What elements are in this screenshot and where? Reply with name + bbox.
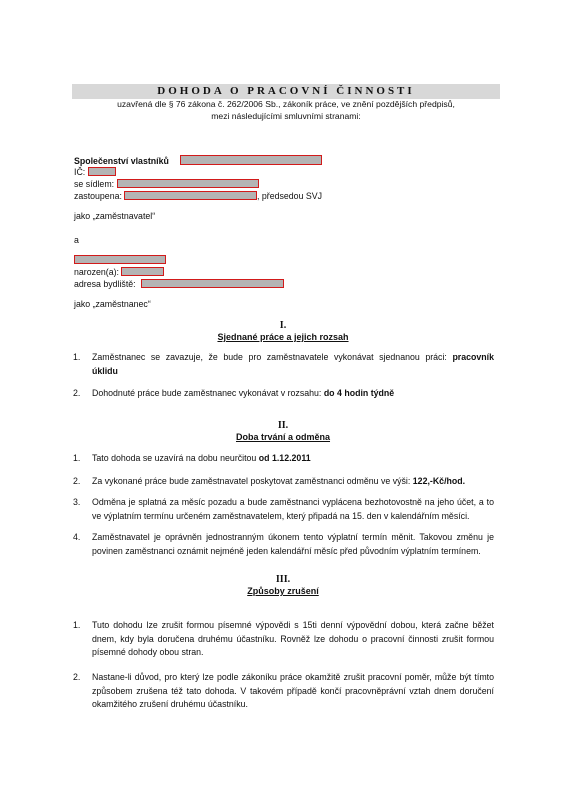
s2-item-4-text: Zaměstnavatel je oprávněn jednostranným úkonem tento výplatní termín měnit. Takovou změnu je povinen zaměstnanci oznámit nejméně jeden kalendářní měsíc před původním výplatním termínem. [92, 532, 494, 556]
redacted-employer-ic [88, 167, 116, 176]
s2-item-3-text: Odměna je splatná za měsíc pozadu a bude zaměstnanci vyplácena bezhotovostně na jeho účet, a to ve výplatním termínu určeném zaměstnavatelem, který připadá na 15. den v kalendářním měsíci. [92, 497, 494, 521]
employer-name-label: Společenství vlastníků [74, 156, 169, 166]
document-title: DOHODA O PRACOVNÍ ČINNOSTI [157, 85, 415, 97]
s1-item-1-text [92, 351, 494, 378]
s2-item-1-bold: od 1.12.2011 [258, 453, 311, 463]
redacted-employer-name [180, 155, 322, 165]
redacted-employer-representative [124, 191, 257, 200]
employer-as-label: jako „zaměstnavatel“ [74, 211, 156, 221]
s2-item-3-number: 3. [73, 497, 81, 507]
section-2-title: Doba trvání a odměna [235, 432, 331, 442]
s2-item-2-number: 2. [73, 476, 81, 486]
document-subtitle [72, 99, 500, 122]
s2-item-1-number: 1. [73, 453, 81, 463]
s3-item-2-text: Nastane-li důvod, pro který lze podle zákoníku práce okamžitě zrušit pracovní poměr, může být tímto způsobem zrušena též tato dohoda. V takovém případě končí pracovněprávní vztah dnem doručení okamžitého zrušení druhému účastníku. [92, 672, 494, 709]
section-3-number: III. [275, 574, 291, 585]
redacted-employee-born [121, 267, 164, 276]
s3-item-1-text: Tuto dohodu lze zrušit formou písemné výpovědi s 15ti denní výpovědní dobou, která začne běžet dnem, kdy byla doručena druhému účastníku. Rovněž lze dohodu o pracovní činnosti zrušit formou písemné dohody obou stran. [92, 620, 494, 657]
conjunction: a [74, 235, 79, 245]
redacted-employee-name [74, 255, 166, 264]
s1-item-1-bold-2: úklidu [92, 365, 118, 376]
s1-item-2-text [92, 387, 494, 401]
employee-as-label: jako „zaměstnanec“ [74, 299, 151, 309]
employer-represented-suffix: , předsedou SVJ [257, 191, 323, 201]
employer-seat-label: se sídlem: [74, 179, 115, 189]
s1-item-2-number: 2. [73, 388, 81, 398]
employee-address-label: adresa bydliště: [74, 279, 136, 289]
employee-born-label: narozen(a): [74, 267, 119, 277]
s2-item-2-body: Za vykonané práce bude zaměstnavatel poskytovat zaměstnanci odměnu ve výši: [92, 476, 411, 486]
s3-item-2-number: 2. [73, 672, 81, 682]
s2-item-1-body: Tato dohoda se uzavírá na dobu neurčitou [92, 453, 257, 463]
section-1-title: Sjednané práce a jejich rozsah [217, 332, 349, 342]
subtitle-line-1: uzavřená dle § 76 zákona č. 262/2006 Sb., zákoník práce, ve znění pozdějších předpisů, [117, 99, 455, 109]
s2-item-4-number: 4. [73, 532, 81, 542]
s2-item-2-text [92, 475, 494, 489]
section-1-number: I. [279, 320, 287, 331]
redacted-employee-address [141, 279, 284, 288]
section-2-number: II. [277, 420, 289, 431]
s1-item-2-body: Dohodnuté práce bude zaměstnanec vykonávat v rozsahu: [92, 388, 322, 398]
s1-item-1-body: Zaměstnanec se zavazuje, že bude pro zaměstnavatele vykonávat sjednanou práci: [92, 352, 447, 362]
s1-item-1-number: 1. [73, 352, 81, 362]
s3-item-1-number: 1. [73, 620, 81, 630]
s2-item-1-text [92, 452, 494, 466]
redacted-employer-seat [117, 179, 259, 188]
employer-represented-label: zastoupena: [74, 191, 122, 201]
s1-item-2-bold: do 4 hodin týdně [323, 388, 395, 398]
s2-item-2-bold: 122,-Kč/hod. [412, 476, 466, 486]
s1-item-1-bold: pracovník [452, 352, 494, 362]
subtitle-line-2: mezi následujícími smluvními stranami: [211, 110, 361, 121]
employer-ic-label: IČ: [74, 167, 86, 177]
section-3-title: Způsoby zrušení [247, 586, 319, 596]
